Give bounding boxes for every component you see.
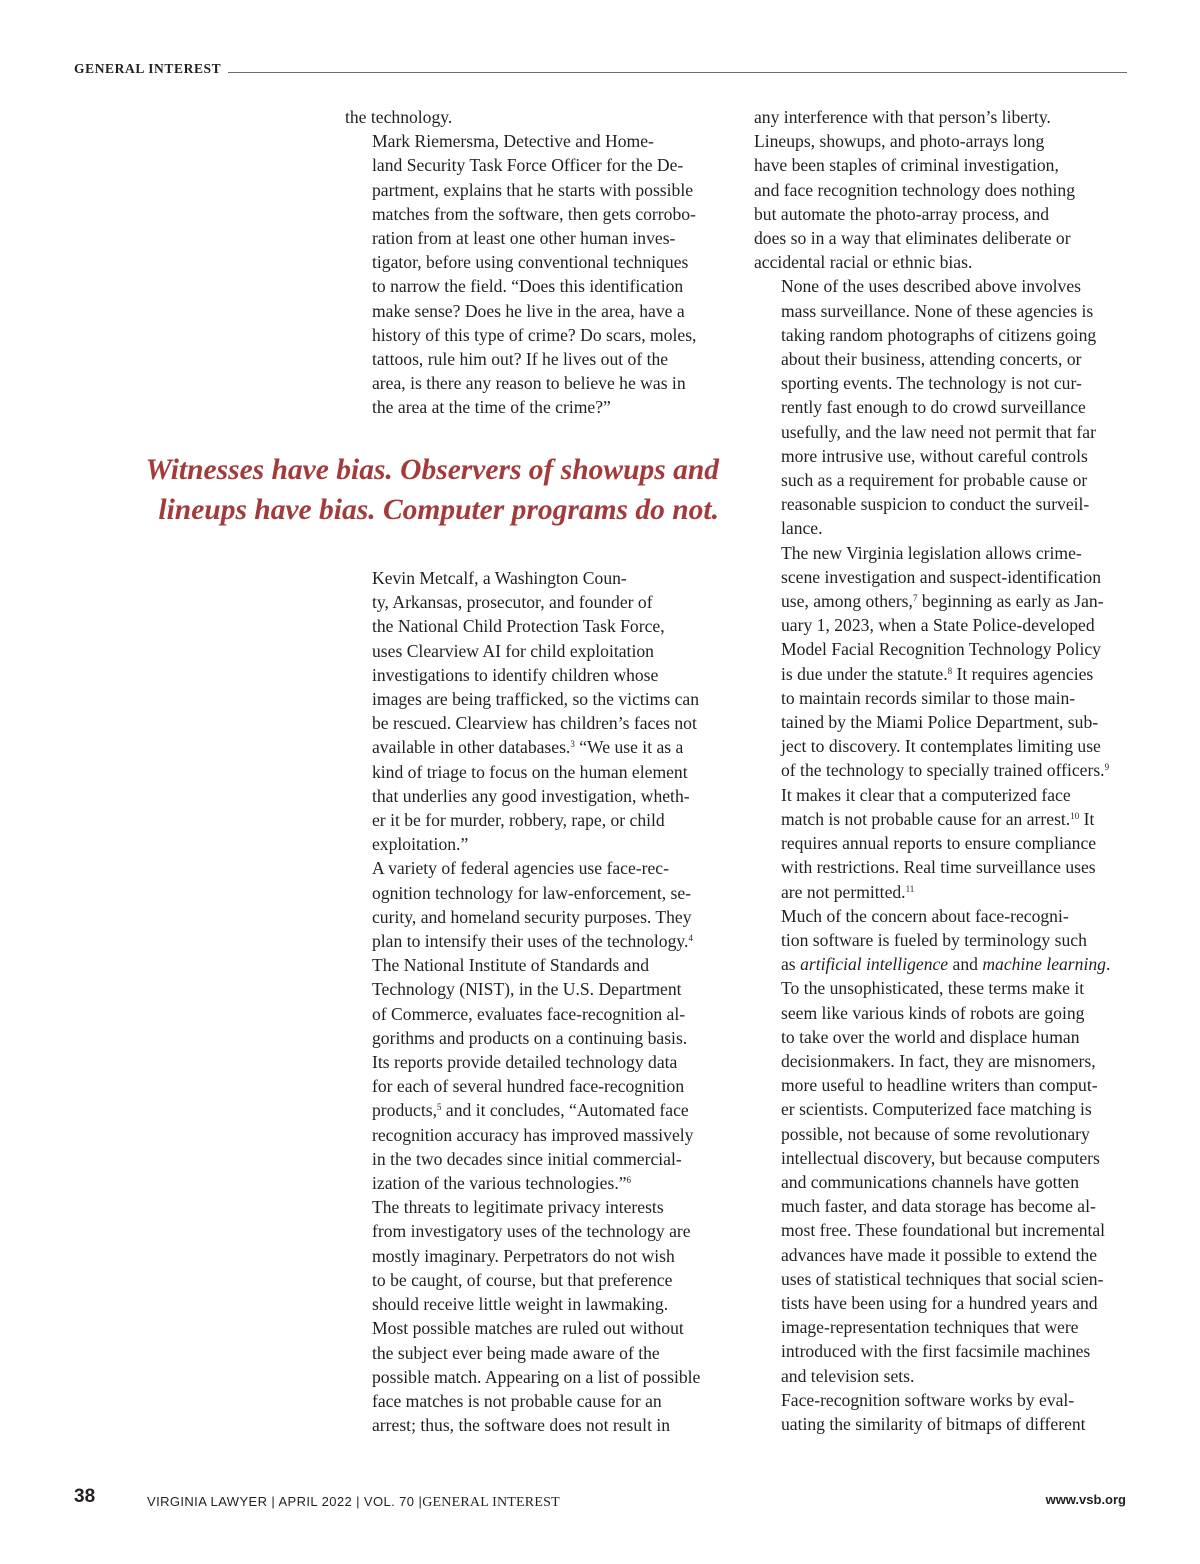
separator: | (418, 1494, 423, 1509)
emphasis-term: artificial intelligence (800, 954, 949, 975)
footnote-ref: 4 (688, 933, 693, 944)
footnote-ref: 11 (905, 883, 915, 894)
section-label: GENERAL INTEREST (74, 61, 222, 76)
footnote-ref: 5 (437, 1102, 442, 1113)
footnote-ref: 3 (570, 739, 575, 750)
pull-quote-line: Witnesses have bias. Observers of showups and (145, 454, 719, 486)
paragraph: the technology. (345, 107, 453, 127)
paragraph: The National Institute of Standards and Technology (NIST), in the U.S. Department of Commerce, evaluates face-recognition al- gorithms and products on a continuing basis. Its reports provide detailed technology data for each of several hundred face-recognition products,$^5$ and it concludes, “Automated face recognition accuracy has improved massively in the two decades since initial commercial- ization of the various technologies.”$^6$ (372, 955, 694, 1194)
paragraph: Face-recognition software works by eval- uating the similarity of bitmaps of different (781, 1389, 1086, 1434)
footer-section: GENERAL INTEREST (422, 1495, 560, 1510)
footnote-ref: 9 (1104, 762, 1110, 773)
publication-name: VIRGINIA LAWYER (147, 1494, 268, 1509)
volume: VOL. 70 (363, 1494, 415, 1509)
pull-quote-line: lineups have bias. Computer programs do not. (158, 494, 719, 526)
separator: | (271, 1494, 276, 1509)
paragraph: any interference with that person’s liberty. Lineups, showups, and photo-arrays long have been staples of criminal investigation, and face recognition technology does nothing but automate the photo-array process, and does so in a way that eliminates deliberate or accidental racial or ethnic bias. (754, 107, 1075, 273)
paragraph: Much of the concern about face-recogni- tion software is fueled by terminology such as artificial intelligence and machine learning. To the unsophisticated, these terms make it seem like various kinds of robots are going to take over the world and displace human decisionmakers. In fact, they are misnomers, more useful to headline writers than comput- er scientists. Computerized face matching is possible, not because of some revolutionary intellectual discovery, but because computers and communications channels have gotten much faster, and data storage has become al- most free. These foundational but incremental advances have made it possible to extend the uses of statistical techniques that social scien- tists have been using for a hundred years and image-representation techniques that were introduced with the first facsimile machines and television sets. (781, 905, 1111, 1386)
paragraph: The new Virginia legislation allows crime- scene investigation and suspect-identification use, among others,$^7$ beginning as early as Jan- uary 1, 2023, when a State Police-developed Model Facial Recognition Technology Policy is due under the statute.$^8$ It requires agencies to maintain records similar to those main- tained by the Miami Police Department, sub- ject to discovery. It contemplates limiting use of the technology to specially trained officers.$^9$ It makes it clear that a computerized face match is not probable cause for an arrest.$^{10}$ It requires annual reports to ensure compliance with restrictions. Real time surveillance uses are not permitted.$^{11}$ (781, 542, 1110, 902)
paragraph: Mark Riemersma, Detective and Home- land Security Task Force Officer for the De- partment, explains that he starts with possible matches from the software, then gets corrobo- ration from at least one other human inves- tigator, before using conventional techniques to narrow the field. “Does this identification make sense? Does he live in the area, have a history of this type of crime? Do scars, moles, tattoos, rule him out? If he lives out of the area, is there any reason to believe he was in the area at the time of the crime?” (372, 131, 697, 418)
page-number: 38 (74, 1486, 96, 1507)
footnote-ref: 6 (626, 1175, 632, 1186)
left-column-bottom (345, 566, 725, 1437)
paragraph: Kevin Metcalf, a Washington Coun- ty, Arkansas, prosecutor, and founder of the National Child Protection Task Force, uses Clearview AI for child exploitation investigations to identify children whose images are being trafficked, so the victims can be rescued. Clearview has children’s faces not available in other databases.$^3$ “We use it as a kind of triage to focus on the human element that underlies any good investigation, wheth- er it be for murder, robbery, rape, or child exploitation.” (372, 568, 699, 855)
right-column (754, 105, 1134, 1436)
publication-line (147, 1494, 560, 1511)
paragraph: A variety of federal agencies use face-rec- ognition technology for law-enforcement, se- curity, and homeland security purposes. They plan to intensify their uses of the technology.$^4$ (372, 858, 693, 952)
emphasis-term: machine learning (982, 954, 1106, 975)
paragraph: None of the uses described above involves mass surveillance. None of these agencies is taking random photographs of citizens going about their business, attending concerts, or sporting events. The technology is not cur- rently fast enough to do crowd surveillance usefully, and the law need not permit that far more intrusive use, without careful controls such as a requirement for probable cause or reasonable suspicion to conduct the surveil- lance. (781, 276, 1097, 539)
footnote-ref: 10 (1070, 810, 1080, 821)
issue-date: APRIL 2022 (278, 1494, 353, 1509)
header-rule (228, 72, 1127, 73)
separator: | (356, 1494, 360, 1509)
footnote-ref: 8 (947, 665, 953, 676)
pull-quote (100, 450, 719, 530)
footnote-ref: 7 (912, 593, 918, 604)
left-column-top (345, 105, 725, 420)
website-link[interactable]: www.vsb.org (1045, 1492, 1126, 1507)
paragraph: The threats to legitimate privacy interests from investigatory uses of the technology are mostly imaginary. Perpetrators do not wish to be caught, of course, but that preference should receive little weight in lawmaking. Most possible matches are ruled out without the subject ever being made aware of the possible match. Appearing on a list of possible face matches is not probable cause for an arrest; thus, the software does not result in (372, 1197, 701, 1436)
